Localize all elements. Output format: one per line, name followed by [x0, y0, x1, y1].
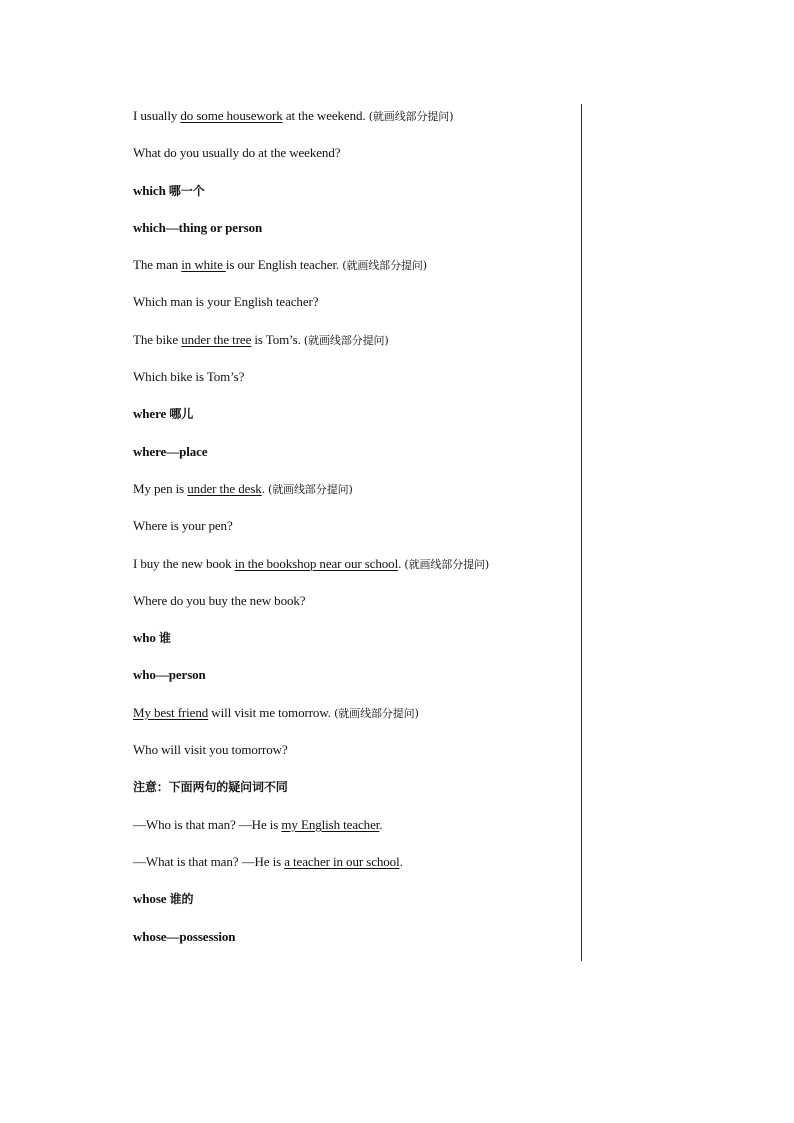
text-run: is Tom’s.	[251, 331, 304, 347]
chinese-note: 哪一个	[168, 183, 205, 198]
text-run: I buy the new book	[133, 555, 235, 571]
text-run: What do you usually do at the weekend?	[133, 145, 341, 161]
underlined-phrase: a teacher in our school	[284, 853, 400, 869]
text-run: is our English teacher.	[225, 257, 343, 273]
underlined-phrase: under the desk	[187, 480, 262, 496]
chinese-note: (就画线部分提问)	[303, 333, 389, 347]
text-run: My pen is	[133, 480, 188, 496]
text-run: Which bike is Tom’s?	[133, 369, 245, 385]
text-run: .	[379, 816, 383, 832]
text-line	[133, 701, 573, 738]
text-run: who—person	[133, 667, 206, 683]
text-run: Where is your pen?	[133, 518, 233, 534]
text-line	[133, 328, 573, 365]
underlined-phrase: in white	[181, 257, 226, 273]
text-run: .	[261, 480, 268, 496]
heading-line	[133, 179, 573, 216]
margin-rule	[581, 104, 582, 961]
text-run: Who will visit you tomorrow?	[133, 742, 288, 758]
underlined-phrase: under the tree	[181, 331, 252, 347]
text-line	[133, 365, 573, 402]
underlined-phrase: in the bookshop near our school	[234, 555, 399, 571]
text-run: The bike	[133, 331, 182, 347]
chinese-note: 哪儿	[169, 407, 194, 422]
text-run: will visit me tomorrow.	[208, 704, 335, 720]
text-line	[133, 552, 573, 589]
text-line	[133, 850, 573, 887]
text-run: —Who is that man? —He is	[133, 816, 282, 832]
text-line	[133, 589, 573, 626]
text-run: at the weekend.	[282, 108, 369, 123]
text-line	[133, 477, 573, 514]
text-run: whose—possession	[133, 928, 236, 944]
text-line	[133, 514, 573, 551]
text-line	[133, 141, 573, 178]
text-line	[133, 813, 573, 850]
heading-line	[133, 663, 573, 700]
text-run: —What is that man? —He is	[133, 853, 285, 869]
chinese-note: 谁的	[169, 892, 194, 907]
text-run: which—thing or person	[133, 219, 263, 235]
chinese-note: (就画线部分提问)	[368, 110, 454, 123]
underlined-phrase: My best friend	[133, 704, 209, 720]
chinese-note: (就画线部分提问)	[268, 482, 353, 496]
text-line	[133, 738, 573, 775]
heading-line	[133, 402, 573, 439]
text-run: where	[133, 406, 170, 422]
text-line	[133, 253, 573, 290]
underlined-phrase: my English teacher	[281, 816, 380, 832]
document-body	[133, 104, 573, 962]
chinese-note: (就画线部分提问)	[404, 557, 490, 571]
text-run: where—place	[133, 443, 208, 459]
chinese-note: 谁	[158, 631, 171, 646]
chinese-note: (就画线部分提问)	[334, 706, 419, 720]
heading-line	[133, 626, 573, 663]
text-run: .	[399, 853, 403, 869]
heading-line	[133, 925, 573, 962]
text-run: whose	[133, 891, 170, 907]
heading-line	[133, 440, 573, 477]
text-line	[133, 290, 573, 327]
text-run: .	[398, 555, 405, 571]
chinese-note: 注意：下面两句的疑问词不同	[133, 780, 288, 795]
text-run: The man	[133, 257, 182, 273]
text-run: which	[133, 182, 169, 198]
heading-line	[133, 887, 573, 924]
heading-line	[133, 216, 573, 253]
text-line	[133, 104, 573, 141]
text-run: I usually	[133, 108, 181, 123]
chinese-note: (就画线部分提问)	[342, 259, 427, 273]
text-run: Where do you buy the new book?	[133, 592, 306, 608]
underlined-phrase: do some housework	[180, 108, 283, 123]
text-run: who	[133, 630, 159, 646]
text-run: Which man is your English teacher?	[133, 294, 319, 310]
heading-line	[133, 775, 573, 812]
